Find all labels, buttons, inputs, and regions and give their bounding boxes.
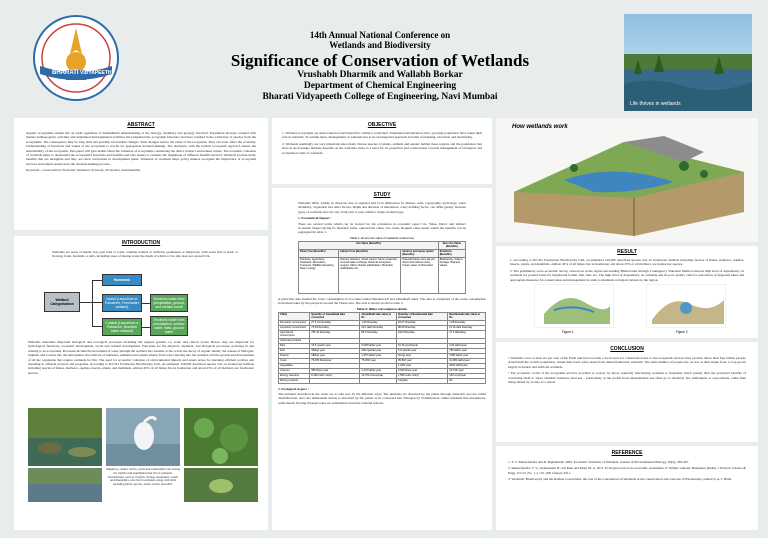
- study-lead: Wetlands differ widely in character due to regional and local differences in climate, soils, topography, hydrology, water chemistry, vegetation and other factors. Depth and duration of inundation, a key defining factor, can differ greatly between types of wetlands and can vary from year to year within a single wetland type.: [298, 201, 466, 214]
- table3-header: Jamadhadi lake value in Rs: [360, 312, 397, 320]
- wetland-photo-plants: [184, 408, 258, 466]
- objective-list: [282, 131, 482, 155]
- abstract-panel: [14, 118, 268, 230]
- table3-cell: 765.10 litres/day: [310, 330, 360, 338]
- table1-subheader: Existence (Benefits): [438, 249, 465, 257]
- table3-cell: Livestock consumption: [279, 325, 310, 330]
- economic-value-table: [298, 241, 466, 294]
- figure-1-caption: Figure 1: [562, 330, 574, 334]
- how-wetlands-panel: [496, 118, 758, 242]
- table3-cell: 3,630 litres/ year: [396, 368, 447, 373]
- node-coastal: Coastal (Lacustrine or Palustrine, Brackish water wetland): [102, 318, 142, 336]
- table3-cell: 18.07 litres/day: [396, 320, 447, 325]
- poster-header: [0, 0, 768, 106]
- reference-title: REFERENCE: [611, 450, 643, 456]
- wetland-photo-marsh: [28, 468, 102, 502]
- table3-cell: 75,250/ year: [360, 358, 397, 363]
- study-sub-body2: The nutrients described in the water are to take into by the different ways. The nutrients are absorbed by the plants through anaerobic process called denitrification. Also the ammonium nitrate is absorbed by the plants as its converted into Nitrogen by Volatilization. Other nutrients like phosphorus, some metals flowing through water are sedimented down the wetland bottom.: [278, 392, 486, 405]
- objective-item: 2. Wetlands seemingly are very important since many diverse species of plants, animals and aquatic habitat these regions and the population that lives in such unique habitats depends on the wetlands, there is a need for its protection and conservation towards management of biological and economical value of wetlands.: [282, 141, 482, 155]
- figure-2-caption: Figure 2: [676, 330, 688, 334]
- svg-text:BHARATI: BHARATI: [52, 70, 79, 76]
- table3-cell: 1.467 lakhs/ year: [360, 353, 397, 358]
- svg-text:VIDYAPEETH: VIDYAPEETH: [80, 70, 112, 76]
- table1-header: Non-Use Value (Benefits): [438, 241, 465, 249]
- table3-header: Quantity of Bandarwadi lake consumed: [396, 312, 447, 320]
- table3-cell: 85.0 litres/day: [360, 330, 397, 338]
- table3-cell: 0.005 lakhs/ year: [360, 343, 397, 348]
- node-inland: Inland (Lacustrine or Palustrine, Freshwater wetland): [102, 294, 142, 312]
- table3-cell: 21.01 lakh litres/day: [448, 325, 486, 330]
- table-row: [299, 257, 466, 293]
- table3-cell: 2004 lakhs/year: [448, 363, 486, 368]
- reference-panel: [496, 446, 758, 530]
- result-panel: [496, 246, 758, 338]
- table3-cell: 10.25 pouch/year: [396, 343, 447, 348]
- authors: Vrushabh Dharmik and Wallabh Borkar: [297, 70, 463, 80]
- table1-caption: Table 1: Economic value of wetlands (reference): [349, 235, 415, 240]
- table3-cell: 15.5 pouch/ year: [310, 343, 360, 348]
- node-coastal-water-source: Receives water from precipitation, surface water, tides, ground water: [150, 316, 188, 336]
- college-logo-icon: [30, 14, 122, 102]
- categorization-diagram: [14, 272, 268, 336]
- conference-theme: Wetlands and Biodiversity: [329, 40, 431, 50]
- table3-cell: Domestic consumption: [279, 320, 310, 325]
- introduction-panel: [14, 236, 268, 530]
- objective-panel: [272, 118, 492, 184]
- table3-cell: 20.1 lakh litres/day: [360, 325, 397, 330]
- table3-cell: 1.30 litres/day: [360, 320, 397, 325]
- study-title: STUDY: [373, 192, 391, 198]
- table3-cell: Agricultural consumption: [279, 330, 310, 338]
- table3-cell: 27.4 lakhs/day: [448, 330, 486, 338]
- table3-cell: 10,720/ year: [448, 368, 486, 373]
- table3-cell: 3 kg/day: [396, 378, 447, 383]
- table1-subheader: Direct Use (Benefits): [299, 249, 339, 257]
- table3-cell: 76.93 litres/day: [310, 325, 360, 330]
- introduction-title: INTRODUCTION: [121, 240, 161, 246]
- table3-cell: 95,840 year: [396, 358, 447, 363]
- reference-list: [508, 460, 746, 482]
- table3-cell: 1780 lakhs/ year: [448, 353, 486, 358]
- table3-cell: 5.9 quintal/ year: [396, 348, 447, 353]
- table3-cell: 400kg/ year: [310, 348, 360, 353]
- table3-cell: Energy resource: [279, 373, 310, 378]
- objective-title: OBJECTIVE: [367, 122, 397, 128]
- conclusion-item: • The economic worth of the ecosystem services provided to society by intact, naturally functioning wetlands is frequently much greater than the perceived benefits of converting them to 'more valuable' intensive land use – particularly as the profits from unsustainable use often go to relatively few individuals or corporations, rather than being shared by society as a whole.: [508, 371, 746, 385]
- table3-cell: 12,700 crores/year: [360, 373, 397, 378]
- result-item: 2. The preliminary socio-economic survey carried out in the region surrounding Bhibad lake through Contingency Valuation Method showed high level of dependency on wetlands for ground water for irrigational fodder, fish, fuel, etc. The high level of dependency on wetlands and its poor quality calls for restoration of degraded lakes and appropriate measures for conservation and management in order to maintain ecological balance in the region.: [510, 268, 744, 282]
- table3-header: Bandarwadi lake value in Rs: [448, 312, 486, 320]
- table3-header: Quantity of Jamadhadi lake consumed: [310, 312, 360, 320]
- reference-item: 2. Ramachandra, T. V., Alakananda B., Ali Rani and Khan M. A. 2011. Ecological and socio-economic assessment of Varthur wetland, Bengaluru (India). J Environ Science & Engg, Vol 53, No. 1, p 101-108, January 2011.: [508, 466, 746, 475]
- study-panel: [272, 188, 492, 530]
- table3-cell: Rice: [279, 343, 310, 348]
- table3-cell: 4.04 lakhs/year: [448, 343, 486, 348]
- conclusion-item: • Wetlands cover at least six per cent of the Earth and have become a focal issue for conservation due to the ecosystem services they provide. More than four billion people, around half the world's population, obtain their basic water needs from inland freshwater wetlands. The same number of people rely on rice as their staple food, a crop grown largely in natural and artificial wetlands.: [508, 356, 746, 369]
- table-row: [279, 330, 486, 338]
- table3-cell: 8,400 cubic mts/yr: [310, 373, 360, 378]
- table3-cell: Cows: [279, 358, 310, 363]
- wetland-photo-frog: [184, 468, 258, 502]
- abstract-title: ABSTRACT: [127, 122, 155, 128]
- introduction-body: Wetlands undertake important biological and ecological processes including life support systems i.e. water and carbon cycles. Hence, they are important for hydrological functions, economic development, social and cultural development. Functions are the physical, chemical, and biological processes occurring in and relating to an ecosystem. Processes include the movement of water through the wetland into streams or the ocean; the decay of organic matter; the release of Nitrogen, Sulphur, and Carbon into the atmosphere; the removal of nutrients, sediment and organic matter from water moving into the wetland; and the growth and development of all the organisms that require wetlands for life. The need for economic valuation of environmental impacts and assets arises for pursuing efficient policies and investing in efficient projects and programs. According to IUCN's Freshwater Biodiversity Unit, an estimated 126,000 described species rely on freshwater habitats including species of fishes, molluscs, reptiles, insects, plants, and mammals. Almost 45% of all fishes live in freshwater and about 25% of all molluscs are freshwater species.: [28, 340, 254, 375]
- introduction-lead: Wetlands are areas of marsh, fen, peat land or water, whether natural or artificial, permanent or temporary, with water that is static or flowing, fresh, brackish or salty, including areas of marine water the depth of which at low tide does not exceed 6 m.: [52, 250, 238, 259]
- table3-cell: 40 kg/ year: [396, 353, 447, 358]
- college: Bharati Vidyapeeth College of Engineering, Navi Mumbai: [262, 92, 498, 102]
- table1-subheader: Options and quasi-option (Benefits): [401, 249, 438, 257]
- reference-item: 3. Wetlands: Biodiversity and the Ramsar Convention: the role of the Convention on Wetlands in the conservation and wise use of Biodiversity, edited by A. J. Hails.: [508, 477, 732, 482]
- conclusion-panel: [496, 342, 758, 442]
- reference-item: 1. T. V. Ramachandra and R. Rajinikanth, 2005. Economic Valuation of Wetlands. Journal of Environmental Biology, 26(2), 439-447.: [508, 460, 689, 464]
- wetland-photo-heron: [106, 408, 180, 466]
- node-wetland-categorization: Wetland Categorization: [44, 292, 80, 312]
- water-consumption-table: [278, 312, 486, 384]
- wetland-photo: [624, 14, 752, 111]
- node-hummock: Hummock: [102, 274, 142, 286]
- table3-cell: 780 lakhs/ year: [448, 348, 486, 353]
- table1-cell: Nutrient retention, Flood control, Storm protection, Ground water recharge, External ecosystem support, Micro-climatic stabilization, Shoreline stabilization etc.: [339, 257, 401, 293]
- table3-wrap: [278, 312, 486, 384]
- node-inland-water-source: Receives water from precipitation, ground, and surface runoff: [150, 294, 188, 312]
- table3-cell: Industrial products: [279, 338, 310, 343]
- table1-wrap: [298, 241, 466, 294]
- table1-cell: Potential future uses (as per direct and indirect uses), Future value of information: [401, 257, 438, 293]
- table1-header: Use Value (Benefits): [299, 241, 439, 249]
- study-sub-body: There are several terms which can be viewed for the evaluation in economic aspect viz. Value, Direct and indirect economic impact giving its Optional value, option/exist value, Use value, Request value under which the benefits can be segregated in table 1.: [298, 221, 466, 235]
- figure-1: [534, 284, 614, 328]
- objective-item: 1. Wetland ecosystems are interconnected and interactive within a watershed. Unplanned urbanization and a growing population have taken their toll on wetlands. To sustain these, management of wetlands has to be an integrated approach in terms of planning, execution and monitoring.: [282, 131, 482, 140]
- result-item: 1. According to IUCN's Freshwater Biodiversity Unit, an estimated 126,000 described species rely on freshwater habitats including species of fishes, molluscs, reptiles, insects, plants, and mammals. Almost 45% of all fishes live in freshwater and about 25% of all molluscs are freshwater species.: [510, 258, 744, 267]
- table3-cell: Fish: [279, 348, 310, 353]
- table3-cell: Mining products: [279, 378, 310, 383]
- header-text: [140, 30, 620, 103]
- table3-cell: Vegetables: [279, 363, 310, 368]
- study-subhead: 1. Economical Impact :: [298, 216, 332, 221]
- table3-cell: 1,590 cubic mts/yr: [396, 373, 447, 378]
- table3-cell: Coconut: [279, 368, 310, 373]
- table3-cell: 1.08 litres/day: [448, 320, 486, 325]
- study-lead2: A particular data studied the water consumption of two lakes named Bandarwadi and Jamadhadi lakes. The data is comprised of the water consumption from these lakes by the people in around the Thane area. The data is shown in above table 3.: [278, 296, 486, 306]
- table3-cell: 380 litres/ year: [310, 368, 360, 373]
- table1-cell: Biodiversity, Culture, heritage, Bequest values: [438, 257, 465, 293]
- table-row: [279, 378, 486, 383]
- table3-cell: 1100 litres/day: [396, 330, 447, 338]
- introduction-caption: Alligators, snakes, turtles, newts and salamanders are among the reptiles and amphibians that live in wetlands. Invertebrates, such as crayfish, shrimp, mosquitoes, snails and dragonflies, also live in wetlands, along with birds including plover, grouse, storks, herons and other.: [106, 467, 180, 487]
- table3-cell: 180kg/ year: [310, 353, 360, 358]
- table3-cell: 88.09 litres/day: [396, 325, 447, 330]
- figure-2: [646, 284, 726, 328]
- conclusion-list: [508, 356, 746, 384]
- how-wetlands-title: How wetlands work: [512, 124, 568, 130]
- abstract-body: Aquatic ecosystems sustain life on earth regardless of humankind's understanding of the biology, chemistry and geology involved. Population increase coupled with intense anthropogenic activities and unplanned developmental activities have impaired the ecosystem functions and have resulted in the extinction of species from the ecosystems. The consequence may be long term and possibly irreversible changes. Such changes reduce the value of the ecosystem. They can even affect the economy. Understanding of functions and values of the ecosystem is crucial for appropriate decision-making. The decisions, with the holistic ecosystem approach ensure the sustainability of the ecosystem. This paper will give details about the valuation of ecosystems considering the direct, indirect and nonuse values. The economic valuation of wetlands helps to understand the ecosystem's functions and benefits and also assists to evaluate the magnitude of different benefits derived. Wetlands provide many benefits that are intangible and they are often overlooked in development plans. Valuation of wetlands helps policy makers recognise the importance of ecosystem services and natural resources in the decision-making process.: [26, 131, 256, 166]
- table3-cell: 1,170 lakhs/ year: [360, 368, 397, 373]
- conference-name: 14th Annual National Conference on: [309, 30, 451, 40]
- result-list: [510, 258, 744, 282]
- photo-caption: Life thrives in wetlands: [630, 101, 681, 107]
- result-title: RESULT: [617, 249, 637, 255]
- wetland-photo-alligator: [28, 408, 102, 466]
- table3-cell: 27.5 41 litres/day: [310, 320, 360, 325]
- table3-caption: Table 3: Water consumption details: [356, 306, 408, 311]
- poster-title: Significance of Conservation of Wetlands: [230, 51, 530, 70]
- table1-cell: Fisheries, Agriculture, Fuelwood, Recreation, Transport, Wildlife harvesting, Peat / energy: [299, 257, 339, 293]
- table1-subheader: Indirect Use (Benefits): [339, 249, 401, 257]
- table3-cell: [360, 378, 397, 383]
- how-wetlands-diagram: [504, 132, 750, 238]
- abstract-keywords: Keywords - Conservation, Economic Valuation, Economy, Ecosystem, Sustainability.: [26, 168, 141, 173]
- table3-cell: Prawns: [279, 353, 310, 358]
- conclusion-title: CONCLUSION: [610, 346, 644, 352]
- table3-header: Utility: [279, 312, 310, 320]
- study-subhead2: 2. Ecological Aspect :: [278, 386, 309, 391]
- table3-cell: [310, 378, 360, 383]
- table3-cell: 42,980 lakhs/year: [448, 358, 486, 363]
- table3-cell: 75,250 litres/year: [310, 358, 360, 363]
- table3-cell: 1,040/ year: [396, 363, 447, 368]
- table3-cell: 130 crore/year: [448, 373, 486, 378]
- table3-cell: Nil: [448, 378, 486, 383]
- department: Department of Chemical Engineering: [303, 81, 457, 91]
- table3-cell: 400/ quintal/ year: [360, 348, 397, 353]
